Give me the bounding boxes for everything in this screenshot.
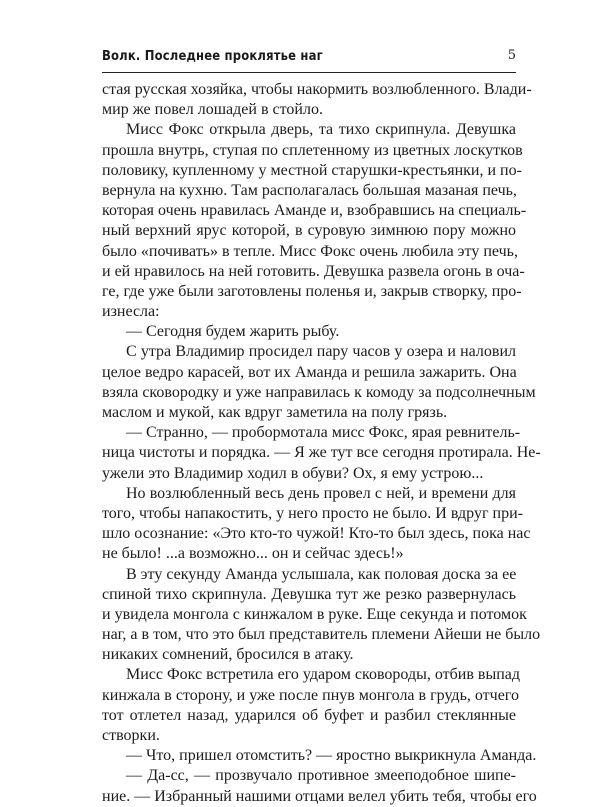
header-rule	[102, 72, 516, 73]
text-line: взяла сковородку и уже направилась к комоду за подсолнечным	[102, 383, 536, 401]
text-line: прошла внутрь, ступая по сплетенному из цветных лоскутков	[102, 141, 523, 159]
text-line: С утра Владимир просидел пару часов у озера и наловил	[126, 343, 516, 361]
text-line: В эту секунду Аманда услышала, как половая доска за ее	[126, 565, 517, 583]
text-line: ница чистоты и порядка. — Я же тут все сегодня протирала. Не-	[102, 444, 541, 462]
text-line: — Да-сс, — прозвучало противное змееподобное шипе-	[126, 767, 516, 785]
text-line: ный верхний ярус которой, в суровую зимнюю пору можно	[102, 222, 516, 240]
body-text	[102, 80, 541, 807]
text-line: Но возлюбленный весь день провел с ней, и времени для	[126, 484, 516, 502]
text-line: стая русская хозяйка, чтобы накормить возлюбленного. Влади-	[102, 81, 532, 98]
text-line: было «почивать» в тепле. Мисс Фокс очень любила эту печь,	[102, 242, 518, 260]
text-line: тот отлетел назад, ударился об буфет и разбил стеклянные	[102, 706, 516, 724]
text-line: мир же повел лошадей в стойло.	[102, 101, 323, 119]
text-line: — Что, пришел отомстить? — яростно выкрикнула Аманда.	[126, 747, 537, 765]
text-line: целое ведро карасей, вот их Аманда и решила зажарить. Она	[102, 363, 517, 381]
text-line: ние. — Избранный нашими отцами велел убить тебя, чтобы его	[102, 787, 537, 805]
text-line: того, чтобы напакостить, у него просто не было. И вдруг при-	[102, 504, 523, 522]
running-header	[102, 48, 516, 70]
text-line: створки.	[102, 727, 160, 744]
text-line: Мисс Фокс встретила его ударом сковороды, отбив выпад	[126, 666, 521, 684]
text-line: — Сегодня будем жарить рыбу.	[126, 323, 340, 341]
text-line: не было! ...а возможно... он и сейчас здесь!»	[102, 545, 404, 563]
text-line: ужели это Владимир ходил в обуви? Ох, я ему устрою...	[102, 464, 484, 482]
running-head-title: Волк. Последнее проклятье наг	[102, 48, 323, 64]
text-line: шло осознание: «Это кто-то чужой! Кто-то был здесь, пока нас	[102, 525, 531, 543]
text-line: изнесла:	[102, 303, 160, 321]
text-line: ге, где уже были заготовлены поленья и, закрыв створку, про-	[102, 282, 522, 300]
text-line: и ей нравилось на ней готовить. Девушка развела огонь в оча-	[102, 262, 525, 280]
text-line: и увидела монгола с кинжалом в руке. Еще секунда и потомок	[102, 605, 527, 623]
text-line: спиной тихо скрипнула. Девушка тут же резко развернулась	[102, 585, 516, 603]
text-line: никаких сомнений, бросился в атаку.	[102, 646, 354, 664]
text-line: половику, купленному у местной старушки-крестьянки, и по-	[102, 161, 522, 179]
text-line: вернула на кухню. Там располагалась большая мазаная печь,	[102, 181, 517, 199]
text-line: наг, а в том, что это был представитель племени Айеши не было	[102, 626, 541, 644]
text-line: маслом и мукой, как вдруг заметила на полу грязь.	[102, 404, 448, 421]
text-line: кинжала в сторону, и уже после пнув монгола в грудь, отчего	[102, 686, 519, 704]
text-line: которая очень нравилась Аманде и, взобравшись на специаль-	[102, 202, 527, 220]
text-line: Мисс Фокс открыла дверь, та тихо скрипнула. Девушка	[126, 121, 516, 139]
text-line: — Странно, — пробормотала мисс Фокс, ярая ревнитель-	[126, 424, 521, 442]
page-number: 5	[507, 48, 516, 63]
